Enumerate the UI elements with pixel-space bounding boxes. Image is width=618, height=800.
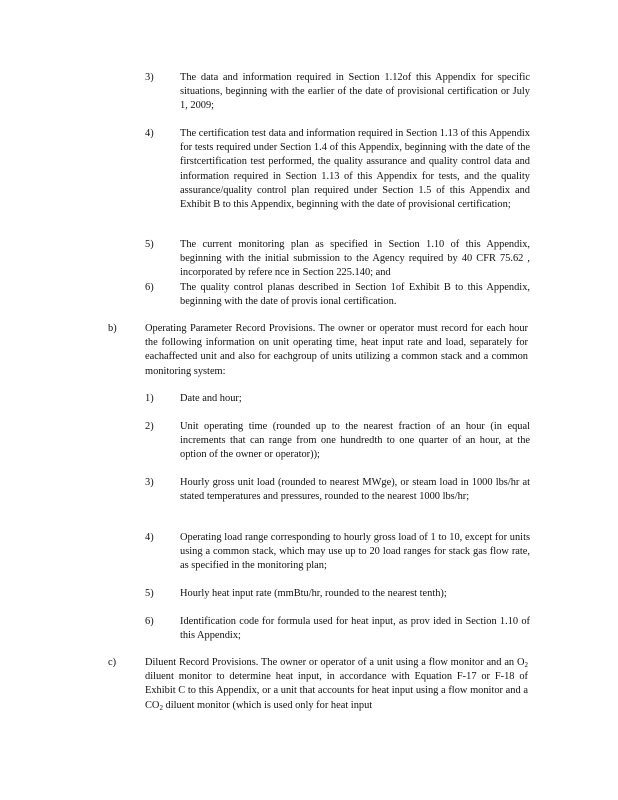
- section-label: c): [108, 657, 117, 668]
- section-text: Operating Parameter Record Provisions. The owner or operator must record for each hour the following information on unit operating time, heat input rate and load, separately for eachaffected unit and also for eachgroup of units utilizing a common stack and a common monitoring system:: [145, 323, 528, 377]
- item-label: 4): [145, 532, 154, 543]
- item-label: 1): [145, 393, 154, 404]
- section-text: Diluent Record Provisions. The owner or operator of a unit using a flow monitor and an $O_2$ diluent monitor to determine heat input, in accordance with Equation F-17 or F-18 of Exhibit C to this Appendix, or a unit that accounts for heat input using a flow monitor and a $CO_2$ diluent monitor (which is used only for heat input: [145, 657, 528, 712]
- item-text: Operating load range corresponding to hourly gross load of 1 to 10, except for units using a common stack, which may use up to 20 load ranges for stack gas flow rate, as specified in the monitoring plan;: [180, 532, 530, 572]
- item-text: The data and information required in Section 1.12of this Appendix for specific situations, beginning with the earlier of the date of provisional certification or July 1, 2009;: [180, 72, 530, 112]
- item-text: The quality control planas described in Section 1of Exhibit B to this Appendix, beginning with the date of provis ional certification.: [180, 282, 530, 308]
- item-label: 5): [145, 588, 154, 599]
- item-label: 6): [145, 616, 154, 627]
- section-label: b): [108, 323, 117, 334]
- item-text: The certification test data and information required in Section 1.13 of this Appendix for tests required under Section 1.4 of this Appendix, beginning with the date of the firstcertification test performed, the quality assurance and quality control data and information required in Section 1.13 of this Appendix for tests, and the quality assurance/quality control plan required under Section 1.5 of this Appendix and Exhibit B to this Appendix, beginning with the date of provisional certification;: [180, 128, 530, 211]
- item-label: 4): [145, 128, 154, 139]
- item-label: 5): [145, 239, 154, 250]
- item-text: Hourly heat input rate (mmBtu/hr, rounded to the nearest tenth);: [180, 588, 447, 599]
- item-label: 2): [145, 421, 154, 432]
- item-text: The current monitoring plan as specified in Section 1.10 of this Appendix, beginning with the initial submission to the Agency required by 40 CFR 75.62 , incorporated by refere nce in Section 225.140; and: [180, 239, 530, 279]
- item-label: 3): [145, 72, 154, 83]
- item-text: Hourly gross unit load (rounded to nearest MWge), or steam load in 1000 lbs/hr at stated temperatures and pressures, rounded to the nearest 1000 lbs/hr;: [180, 477, 530, 503]
- item-text: Unit operating time (rounded up to the nearest fraction of an hour (in equal increments that can range from one hundredth to one quarter of an hour, at the option of the owner or operator));: [180, 421, 530, 461]
- item-text: Identification code for formula used for heat input, as prov ided in Section 1.10 of this Appendix;: [180, 616, 530, 642]
- item-label: 3): [145, 477, 154, 488]
- item-label: 6): [145, 282, 154, 293]
- item-text: Date and hour;: [180, 393, 242, 404]
